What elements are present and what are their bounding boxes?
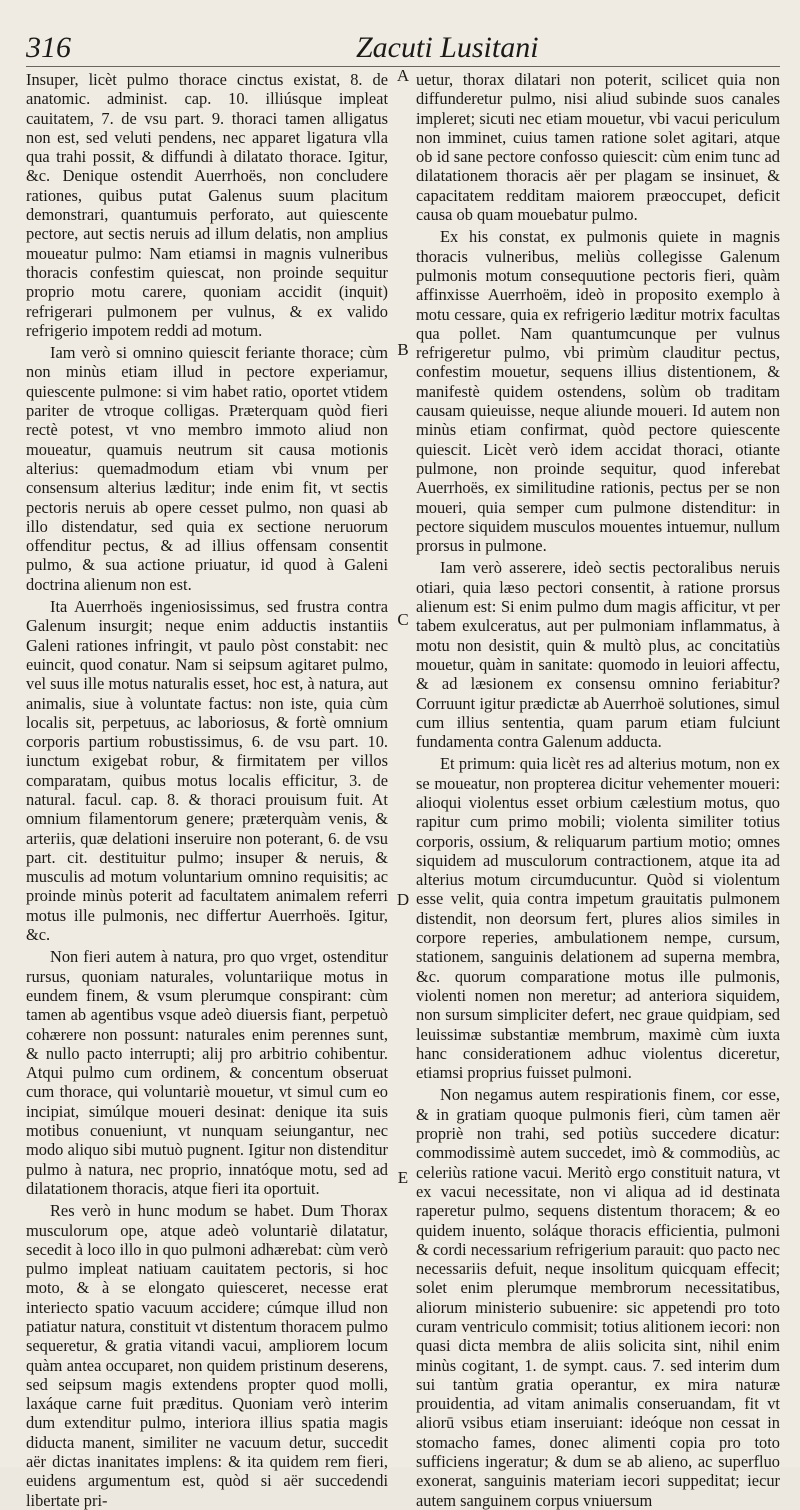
left-paragraph-2: Iam verò si omnino quiescit feriante thorace; cùm non minùs etiam illud in pectore experiamur, quiescente pulmone: si vim habet ratio, oportet vtidem pariter de vtroque colligas. Præterquam quòd fieri rectè potest, vt vno membro immoto aliud non moueatur, quamuis neutrum sit causa motionis alterius: quemadmodum etiam vbi vnum per consensum alterius læditur; inde enim fit, vt sectis pectoris neruis ab opere cesset pulmo, non quasi ab illo distendatur, sed quia ex sectione neruorum offenditur pectus, & ad illius offensam consentit pulmo, & sua actione priuatur, id quod à Galeni doctrina alienum non est. bbox=[26, 343, 388, 594]
section-marker-a: A bbox=[396, 66, 410, 85]
running-head: Zacuti Lusitani bbox=[356, 31, 539, 64]
left-column bbox=[26, 70, 388, 1510]
right-paragraph-2: Ex his constat, ex pulmonis quiete in magnis thoracis vulneribus, meliùs collegisse Galenum pulmonis motum consequutione pectoris fieri, quàm affinxisse Auerrhoëm, ideò in proposito exemplo à motu cessare, quia ex refrigerio læditur motrix facultas qua pollet. Nam quantumcunque per vulnus refrigeretur pulmo, vbi primùm clauditur pectus, confestim mouetur, sequens illius distentionem, & manifestè quidem ostendens, solùm ob traditam causam quieuisse, neque aliunde moueri. Id autem non minùs etiam confirmat, quòd pectore quiescente quiescit. Licèt verò idem accidat thoraci, otiante pulmone, non proinde sequitur, quod inferebat Auerrhoës, ex similitudine rationis, pectus per se non moueri, quia semper cum pulmone distenditur: in pectore siquidem musculos mouentes intuemur, nullum prorsus in pulmone. bbox=[416, 227, 780, 556]
right-paragraph-1: uetur, thorax dilatari non poterit, scilicet quia non diffunderetur pulmo, nisi aliud subinde suos canales impleret; sicuti nec etiam mouetur, vbi vacui periculum non imminet, cuius tamen ratione solet agitari, atque ob id sane pectore confosso quiescit: cùm enim tunc ad dilatationem thoracis aër per plagam se insinuet, & capacitatem redditam maiorem præoccupet, deficit causa ob quam mouebatur pulmo. bbox=[416, 70, 780, 225]
left-paragraph-4: Non fieri autem à natura, pro quo vrget, ostenditur rursus, quoniam naturales, voluntariique motus in eundem finem, & vsum plerumque conspirant: cùm tamen ab agentibus vsque adeò diuersis fiant, perpetuò cohærere non possunt: naturales enim perennes sunt, & nullo pacto interrupti; alij pro arbitrio cohibentur. Atqui pulmo cum ordinem, & concentum obseruat cum thorace, qui voluntariè mouetur, vt simul cum eo incipiat, simúlque moueri desinat: denique ita suis motibus conueniunt, vt nunquam seiungantur, nec modo aliquo sibi mutuò pugnent. Igitur non distenditur pulmo à natura, nec proprio, innatóque motu, sed ad dilatationem thoracis, atque fieri ita oportuit. bbox=[26, 947, 388, 1198]
right-paragraph-5: Non negamus autem respirationis finem, cor esse, & in gratiam quoque pulmonis fieri, cùm tamen aër propriè non trahi, sed potiùs succedere dicatur: commodissimè autem succedet, imò & commodiùs, ac celeriùs ratione vacui. Meritò ergo constituit natura, vt ex vacui necessitate, non vi aliqua ad id destinata raperetur pulmo, sequens distentum thoracem; & eo quidem inuento, soláque thoracis efficientia, pulmoni & cordi necessarium refrigerium parauit: quo pacto nec necessariis defuit, neque insolitum quicquam effecit; solet enim plerumque membrorum necessitatibus, aliorum ministerio subuenire: sic appetendi pro toto curam ventriculo commisit; totius alitionem iecori: non quasi dicta membra de aliis solicita sint, nihil enim minùs cogitant, 1. de sympt. caus. 7. sed interim dum sui tantùm gratia operantur, ex mira naturæ prouidentia, ad vitam animalis conseruandam, fit vt aliorū vsibus etiam inseruiant: ideóque non cessat in stomacho fames, donec alimenti copia pro toto sufficiens ingeratur; & dum se ab alieno, ac superfluo exonerat, sanguinis materiam iecori suppeditat; iecur autem sanguinem corpus vniuersum bbox=[416, 1085, 780, 1510]
right-column bbox=[416, 70, 780, 1510]
left-paragraph-3: Ita Auerrhoës ingeniosissimus, sed frustra contra Galenum insurgit; neque enim adductis instantiis Galeni rationes infringit, vt paulo pòst constabit: nec euincit, quod conatur. Nam si seipsum agitaret pulmo, vel suus ille motus naturalis esset, hoc est, à natura, aut animalis, siue à voluntate factus: non iste, quia cùm localis sit, perpetuus, ac laboriosus, & fortè omnium corporis partium robustissimus, 6. de vsu part. 10. iunctum exigebat robur, & firmitatem per villos comparatam, quibus motus localis efficitur, 3. de natural. facul. cap. 8. & thoraci prouisum fuit. At omnium filamentorum genere; præterquàm venis, & arteriis, quæ delationi inseruire non poterant, 6. de vsu part. cit. destituitur pulmo; insuper & neruis, & musculis ad motum voluntarium omnino requisitis; ac proinde minùs poterit ad facultatem animalem referri motus ille pulmonis, nec differtur Auerrhoës. Igitur, &c. bbox=[26, 597, 388, 945]
section-markers bbox=[392, 60, 414, 1460]
left-paragraph-1: Insuper, licèt pulmo thorace cinctus existat, 8. de anatomic. administ. cap. 10. illiúsque impleat cauitatem, 7. de vsu part. 9. thoraci tamen alligatus non est, sed veluti pendens, nec apparet ligatura vlla qua trahi possit, & diffundi à dilatato thorace. Igitur, &c. Denique ostendit Auerrhoës, non concludere rationes, quibus putat Galenus suum placitum demonstrari, quantumuis perforato, aut quiescente pectore, aut sectis neruis ad illum delatis, non amplius moueatur pulmo: Nam etiamsi in magnis vulneribus thoracis confestim quiescat, non proinde sequitur proprio motu carere, quoniam accidit (inquit) refrigerari pulmonem per vulnus, & ex valido refrigerio impotem reddi ad motum. bbox=[26, 70, 388, 340]
right-paragraph-4: Et primum: quia licèt res ad alterius motum, non ex se moueatur, non propterea dicitur vehementer moueri: alioqui violentus esset orbium cælestium motus, quo rapitur cum primo mobili; violenta similiter totius corporis, ossium, & reliquarum partium motio; omnes siquidem ad musculorum contractionem, atque ita ad alterius motum circumducuntur. Quòd si violentum esse velit, quia contra impetum grauitatis pulmonem distendit, non deorsum fert, plures alios similes in corpore reperies, ambulationem nempe, cursum, stationem, sanguinis delationem ad superna membra, &c. quorum comparatione motus ille pulmonis, violenti nomen non meretur; ad anteriora siquidem, non sursum simpliciter defert, nec graue quidpiam, sed leuissimæ substantiæ membrum, maximè cùm iuxta hanc considerationem adhuc violentus diceretur, etiamsi proprius fuisset pulmoni. bbox=[416, 754, 780, 1083]
left-paragraph-5: Res verò in hunc modum se habet. Dum Thorax musculorum ope, atque adeò voluntariè dilatatur, secedit à loco illo in quo pulmoni adhærebat: cùm verò pulmo impleat natiuam cauitatem pectoris, si hoc moto, & à se elongato quiesceret, necesse erat interiecto spatio vacuum accidere; cúmque illud non patiatur natura, constituit vt distentum thoracem pulmo sequeretur, & gratia vitandi vacui, ampliorem locum quàm antea occuparet, non quidem pristinum deserens, sed seipsum magis extendens propter quod molli, laxáque carne fuit præditus. Quoniam verò interim dum extenditur pulmo, interiora illius spatia magis diducta manent, similiter ne vacuum detur, succedit aër dictas inanitates implens: & ita quidem rem fieri, euidens argumentum est, quòd si aër succedendi libertate pri- bbox=[26, 1201, 388, 1510]
section-marker-b: B bbox=[397, 340, 409, 359]
section-marker-d: D bbox=[396, 890, 410, 909]
section-marker-c: C bbox=[397, 610, 409, 629]
page-number: 316 bbox=[26, 31, 71, 64]
section-marker-e: E bbox=[397, 1168, 409, 1187]
right-paragraph-3: Iam verò asserere, ideò sectis pectoralibus neruis otiari, quia læso pectori consentit, à ratione prorsus alienum est: Si enim pulmo dum magis afficitur, vt per tabem exulceratus, aut per pulmoniam inflammatus, à motu non desistit, quin & multò plus, ac concitatiùs mouetur, quàm in sanitate: quomodo in leuiori affectu, & ad læsionem ex consensu omnino feriabitur? Corruunt igitur prædictæ ab Auerrhoë solutiones, simul cum illius sententia, quam parum etiam fulciunt fundamenta contra Galenum adducta. bbox=[416, 558, 780, 752]
